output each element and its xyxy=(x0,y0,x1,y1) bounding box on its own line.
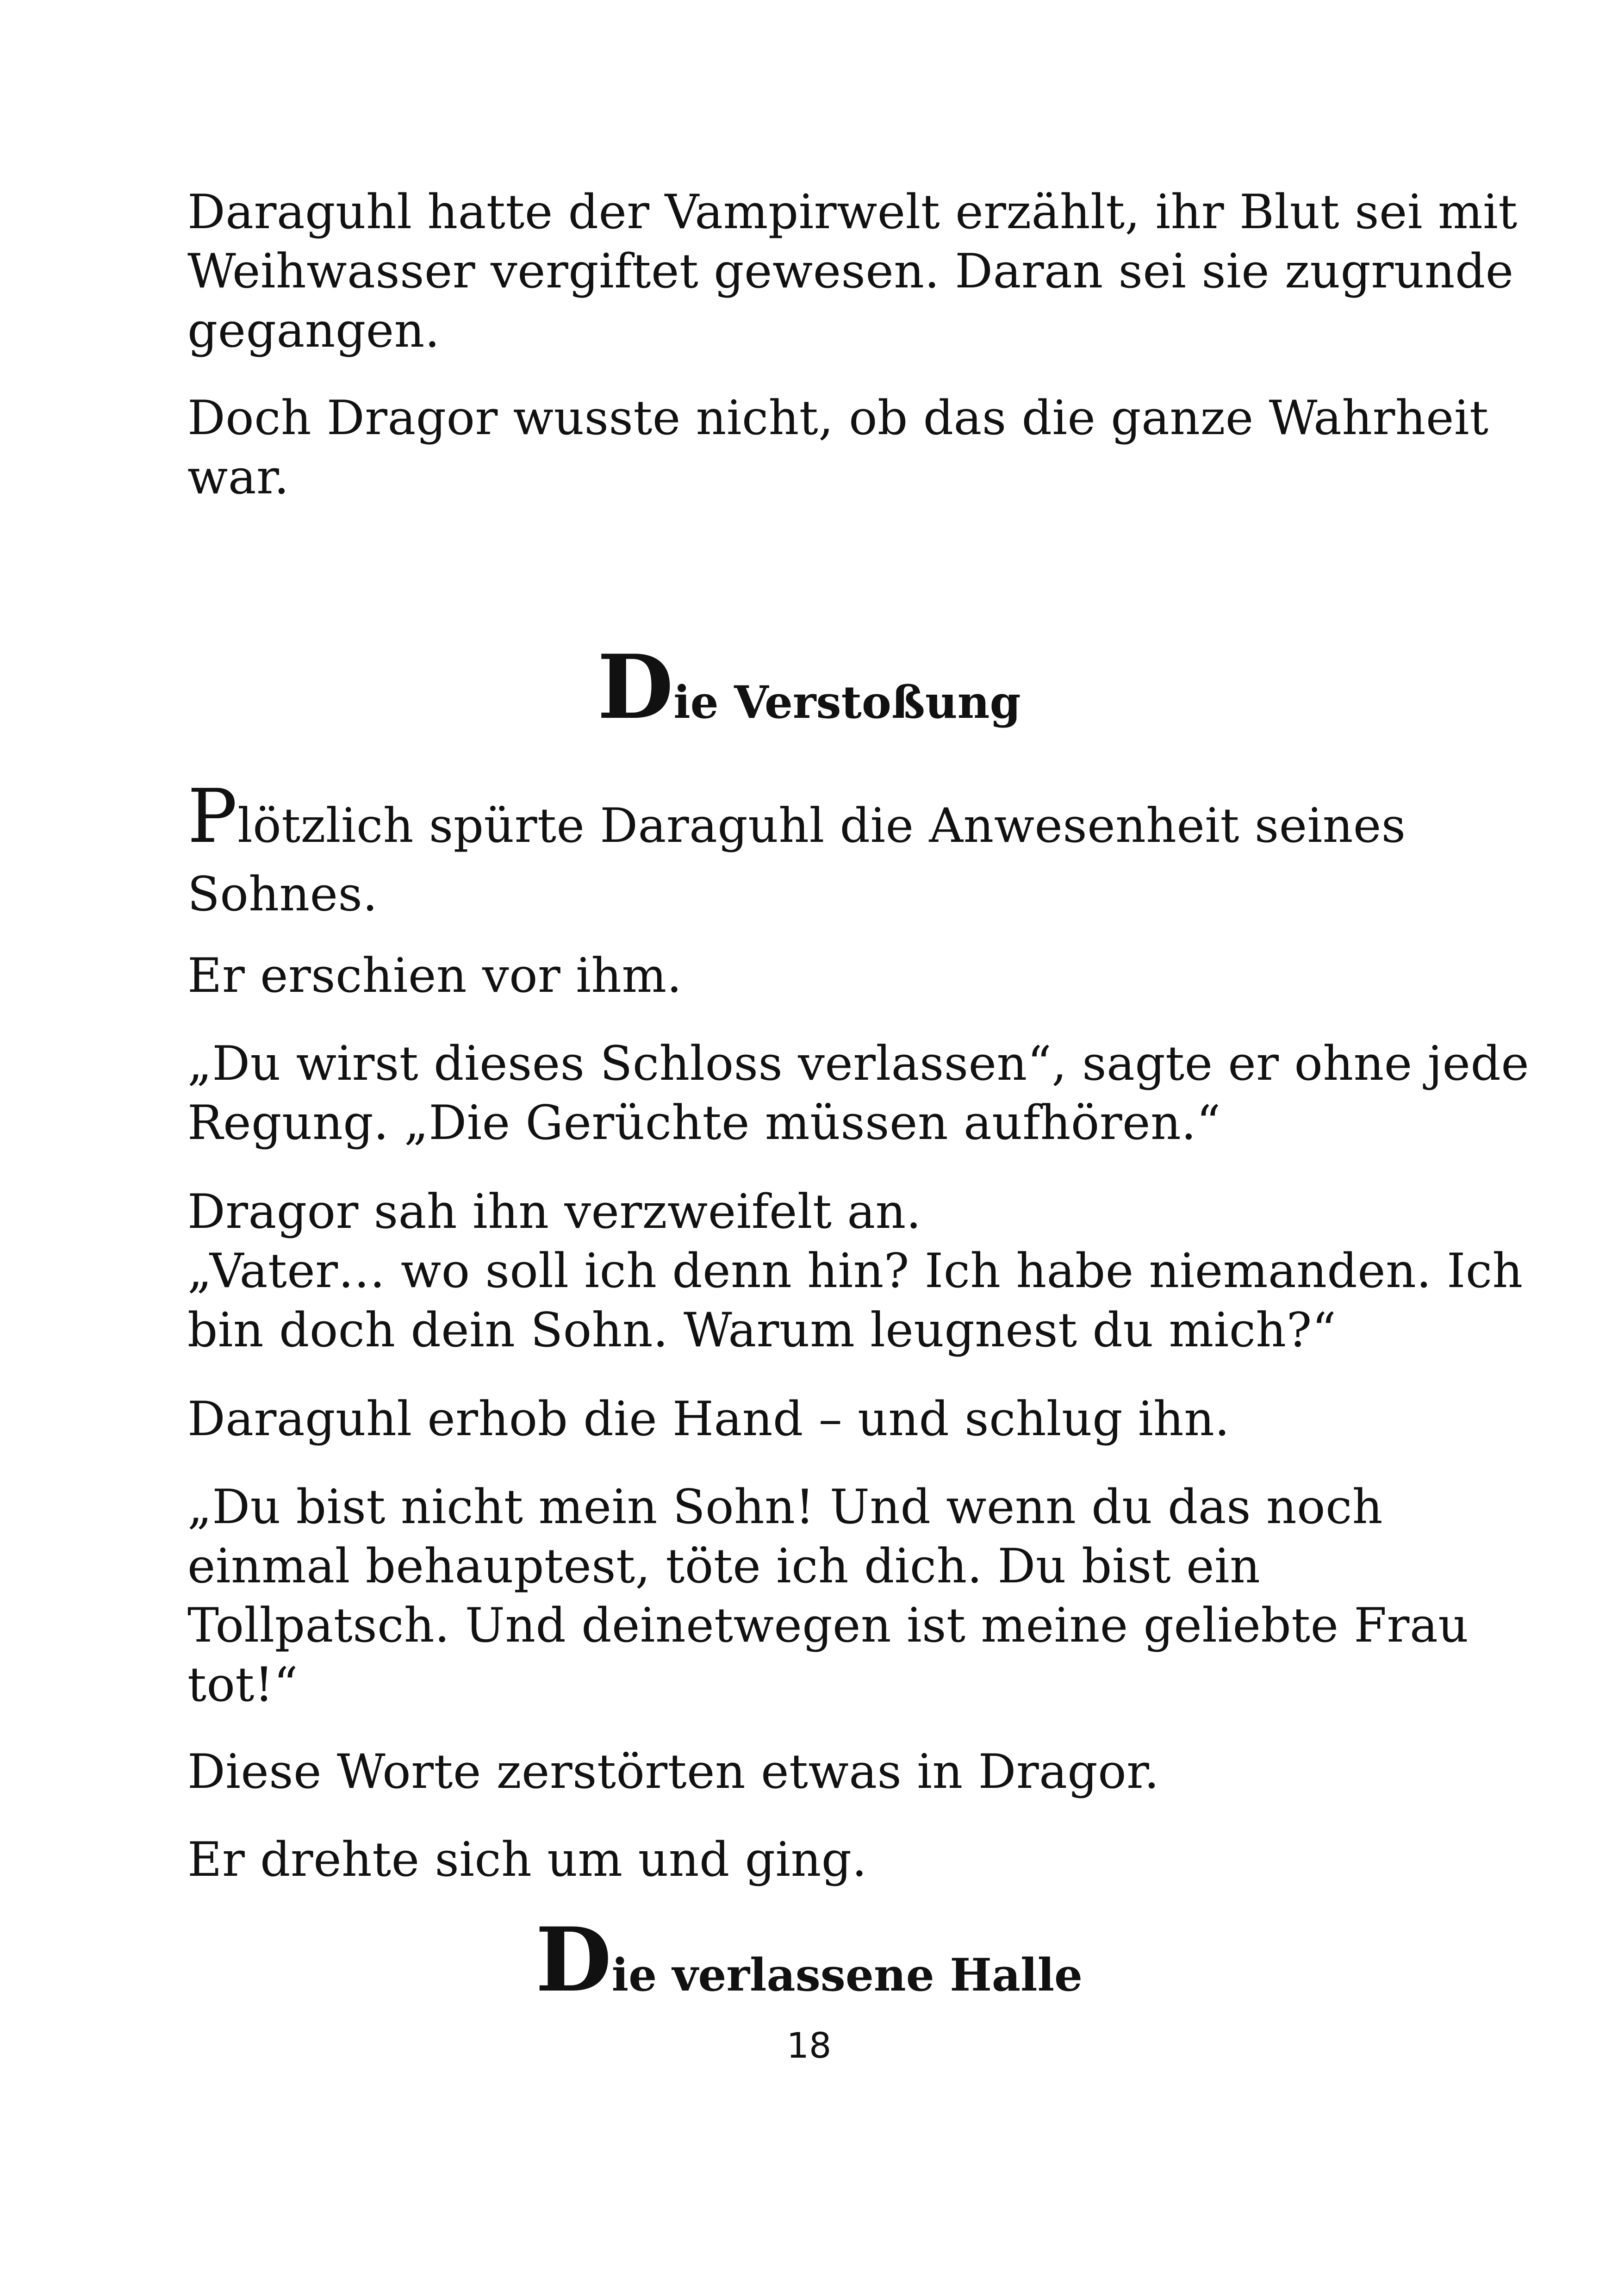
heading-initial: D xyxy=(597,635,674,739)
page-number: 18 xyxy=(786,2025,832,2066)
text-line: Er drehte sich um und ging. xyxy=(187,1832,867,1887)
chapter-1-paragraph-2 xyxy=(187,946,1479,1006)
intro-paragraph-1 xyxy=(187,183,1518,361)
chapter-1-paragraph-4 xyxy=(187,1182,1523,1360)
chapter-1-paragraph-5 xyxy=(187,1390,1479,1449)
text-span: lötzlich spürte Daraguhl die Anwesenheit seines xyxy=(237,798,1406,853)
intro-paragraph-2 xyxy=(187,389,1489,507)
chapter-1-paragraph-1 xyxy=(187,773,1479,924)
chapter-heading xyxy=(0,635,1618,747)
heading-title: ie Verstoßung xyxy=(673,676,1021,728)
text-line: war. xyxy=(187,450,290,505)
text-line: tot!“ xyxy=(187,1657,299,1712)
heading-title: ie verlassene Halle xyxy=(611,1949,1083,2001)
text-line: Daraguhl hatte der Vampirwelt erzählt, ihr Blut sei mit xyxy=(187,185,1518,240)
text-line: Doch Dragor wusste nicht, ob das die ganze Wahrheit xyxy=(187,391,1489,446)
chapter-1-paragraph-3 xyxy=(187,1034,1530,1153)
chapter-1-paragraph-7 xyxy=(187,1742,1479,1802)
text-line-with-dropcap xyxy=(187,773,1479,859)
text-line: Dragor sah ihn verzweifelt an. xyxy=(187,1184,921,1239)
text-line: „Du wirst dieses Schloss verlassen“, sagte er ohne jede xyxy=(187,1036,1530,1091)
text-line: „Vater… wo soll ich denn hin? Ich habe niemanden. Ich xyxy=(187,1244,1523,1299)
text-line: gegangen. xyxy=(187,303,440,358)
chapter-heading xyxy=(0,1908,1618,2019)
text-line: Er erschien vor ihm. xyxy=(187,948,682,1003)
text-line: Regung. „Die Gerüchte müssen aufhören.“ xyxy=(187,1095,1221,1151)
text-line: Tollpatsch. Und deinetwegen ist meine geliebte Frau xyxy=(187,1598,1469,1653)
drop-cap: P xyxy=(187,773,238,859)
chapter-1-paragraph-8 xyxy=(187,1830,1479,1890)
text-line: Sohnes. xyxy=(187,867,378,922)
heading-initial: D xyxy=(535,1908,612,2011)
text-line: Diese Worte zerstörten etwas in Dragor. xyxy=(187,1744,1160,1799)
text-line: „Du bist nicht mein Sohn! Und wenn du das noch xyxy=(187,1480,1383,1535)
text-line: Weihwasser vergiftet gewesen. Daran sei sie zugrunde xyxy=(187,244,1514,299)
text-line: einmal behauptest, töte ich dich. Du bist ein xyxy=(187,1539,1261,1594)
text-line: bin doch dein Sohn. Warum leugnest du mich?“ xyxy=(187,1303,1337,1358)
text-line: Daraguhl erhob die Hand – und schlug ihn. xyxy=(187,1392,1230,1447)
chapter-1-paragraph-6 xyxy=(187,1478,1479,1715)
